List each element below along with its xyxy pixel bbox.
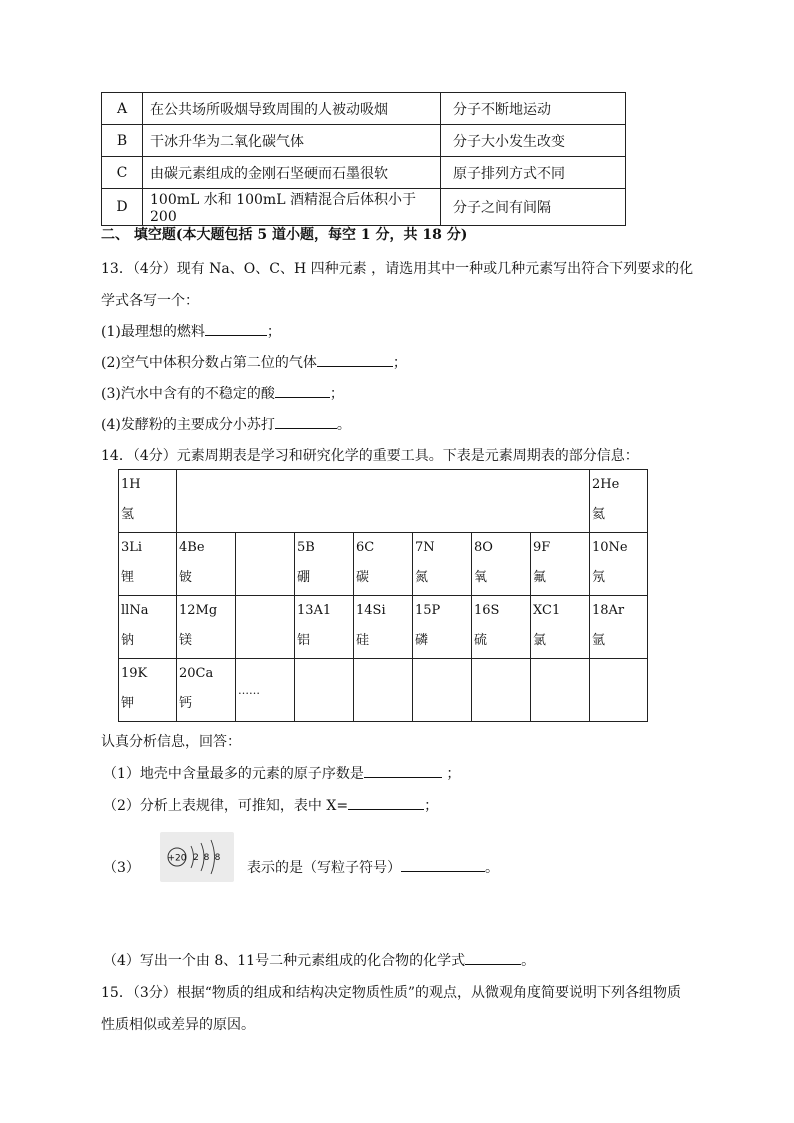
element-cell-li	[118, 532, 177, 596]
q13-item-1-tail: ；	[266, 324, 281, 340]
q14-stem: 14．（4分）元素周期表是学习和研究化学的重要工具。下表是元素周期表的部分信息：	[101, 448, 639, 464]
element-number: 18Ar	[592, 603, 625, 618]
element-name: 磷	[415, 633, 429, 648]
element-number: 16S	[474, 603, 500, 618]
q14-sub1	[103, 763, 460, 783]
empty-cell	[471, 658, 531, 722]
element-name: 氩	[592, 633, 606, 648]
element-name: 氮	[415, 570, 429, 585]
ellipsis: ……	[238, 684, 260, 697]
option-statement: 在公共场所吸烟导致周围的人被动吸烟	[143, 93, 441, 125]
element-number: 19K	[121, 666, 148, 681]
q14-sub4-blank[interactable]	[465, 950, 521, 965]
element-cell-he	[589, 469, 648, 533]
element-cell-f	[530, 532, 590, 596]
element-cell-c	[353, 532, 413, 596]
element-name: 硅	[356, 633, 370, 648]
option-statement: 100mL 水和 100mL 酒精混合后体积小于 200	[143, 189, 441, 226]
element-cell-o	[471, 532, 531, 596]
element-cell-k	[118, 658, 177, 722]
empty-cell	[412, 658, 472, 722]
element-cell-si	[353, 595, 413, 659]
q14-sub1-tail: ；	[441, 766, 461, 782]
empty-cell	[530, 658, 590, 722]
option-reason: 原子排列方式不同	[441, 157, 626, 189]
element-name: 镁	[179, 633, 193, 648]
option-key: D	[102, 189, 143, 226]
element-cell-s	[471, 595, 531, 659]
element-number: 1H	[121, 477, 141, 492]
q13-item-4-text: (4)发酵粉的主要成分小苏打	[101, 417, 275, 433]
element-cell-dots	[235, 658, 295, 722]
row1-top-border	[177, 469, 589, 470]
section-title: 二、 填空题(本大题包括 5 道小题，每空 1 分，共 18 分)	[101, 227, 468, 243]
q13-item-4-tail: 。	[336, 417, 351, 433]
option-key: B	[102, 125, 143, 157]
q15-stem-line1: 15．（3分）根据“物质的组成和结构决定物质性质”的观点，从微观角度简要说明下列各组物质	[101, 985, 682, 1001]
empty-cell	[353, 658, 413, 722]
element-name: 钠	[121, 633, 135, 648]
option-reason: 分子之间有间隔	[441, 189, 626, 226]
q13-item-1	[101, 321, 281, 341]
q13-item-3-tail: ；	[329, 386, 344, 402]
q13-item-3-text: (3)汽水中含有的不稳定的酸	[101, 386, 275, 402]
option-row	[102, 189, 626, 226]
option-statement: 由碳元素组成的金刚石坚硬而石墨很软	[143, 157, 441, 189]
option-reason: 分子大小发生改变	[441, 125, 626, 157]
element-number: 8O	[474, 540, 493, 555]
element-cell-h	[118, 469, 177, 533]
element-cell-n	[412, 532, 472, 596]
element-cell-na	[118, 595, 177, 659]
element-number: 3Li	[121, 540, 143, 555]
option-key: C	[102, 157, 143, 189]
element-number: 15P	[415, 603, 441, 618]
q13-item-3	[101, 383, 344, 403]
element-number: XC1	[533, 603, 561, 618]
element-cell-ar	[589, 595, 648, 659]
q13-item-2	[101, 352, 407, 372]
element-number: 13A1	[297, 603, 332, 618]
q13-item-4-blank[interactable]	[275, 414, 337, 429]
periodic-table	[118, 469, 648, 722]
empty-cell	[294, 658, 354, 722]
shell-electrons-3: 8	[214, 853, 221, 863]
element-number: 5B	[297, 540, 315, 555]
element-cell-p	[412, 595, 472, 659]
q14-sub3-text: 表示的是（写粒子符号）	[247, 860, 401, 876]
empty-cell	[235, 532, 295, 596]
element-name: 硼	[297, 570, 311, 585]
element-cell-mg	[176, 595, 236, 659]
q14-sub1-blank[interactable]	[364, 763, 442, 778]
q14-sub4-text: （4）写出一个由 8、11号二种元素组成的化合物的化学式	[103, 953, 466, 969]
element-name: 氢	[121, 507, 135, 522]
q14-sub2-text: （2）分析上表规律，可推知，表中 X=	[103, 798, 349, 814]
q14-prompt: 认真分析信息，回答：	[101, 734, 241, 750]
element-name: 氟	[533, 570, 547, 585]
empty-cell	[589, 658, 648, 722]
element-name: 钾	[121, 696, 135, 711]
element-number: 12Mg	[179, 603, 218, 618]
shell-electrons-1: 2	[193, 853, 199, 863]
option-statement: 干冰升华为二氧化碳气体	[143, 125, 441, 157]
element-name: 氦	[592, 507, 606, 522]
nucleus-charge: +20	[167, 853, 187, 864]
element-cell-ne	[589, 532, 648, 596]
q15-stem-line2: 性质相似或差异的原因。	[101, 1017, 255, 1033]
element-number: llNa	[121, 603, 149, 618]
atom-diagram-svg	[160, 832, 234, 882]
element-cell-cl	[530, 595, 590, 659]
option-row	[102, 157, 626, 189]
element-number: 10Ne	[592, 540, 628, 555]
element-number: 6C	[356, 540, 375, 555]
q13-item-1-text: (1)最理想的燃料	[101, 324, 205, 340]
element-name: 铍	[179, 570, 193, 585]
element-name: 铝	[297, 633, 311, 648]
element-number: 14Si	[356, 603, 386, 618]
q14-sub3-blank[interactable]	[401, 857, 485, 872]
element-number: 4Be	[179, 540, 205, 555]
element-cell-al	[294, 595, 354, 659]
q13-stem-line2: 学式各写一个：	[101, 293, 199, 309]
element-name: 钙	[179, 696, 193, 711]
option-row	[102, 93, 626, 125]
q14-sub3-label: （3）	[103, 860, 140, 876]
empty-cell	[235, 595, 295, 659]
q13-stem-line1: 13．（4分）现有 Na、O、C、H 四种元素 ，请选用其中一种或几种元素写出符合下列要求的化	[101, 261, 694, 277]
element-name: 锂	[121, 570, 135, 585]
option-row	[102, 125, 626, 157]
q13-item-1-blank[interactable]	[205, 321, 267, 336]
element-cell-b	[294, 532, 354, 596]
option-reason: 分子不断地运动	[441, 93, 626, 125]
element-name: 氯	[533, 633, 547, 648]
q14-sub3-tail: 。	[485, 860, 499, 876]
q13-item-4	[101, 414, 351, 434]
q13-item-2-text: (2)空气中体积分数占第二位的气体	[101, 355, 317, 371]
element-number: 20Ca	[179, 666, 214, 681]
shell-electrons-2: 8	[203, 853, 210, 863]
q14-sub1-text: （1）地壳中含量最多的元素的原子序数是	[103, 766, 364, 782]
element-name: 硫	[474, 633, 488, 648]
q13-item-3-blank[interactable]	[275, 383, 330, 398]
element-name: 碳	[356, 570, 370, 585]
q14-sub4	[103, 950, 535, 970]
option-table	[101, 92, 626, 226]
q14-sub2-blank[interactable]	[348, 795, 424, 810]
option-key: A	[102, 93, 143, 125]
q14-sub4-tail: 。	[521, 953, 536, 969]
q13-item-2-tail: ；	[392, 355, 407, 371]
element-cell-be	[176, 532, 236, 596]
element-number: 9F	[533, 540, 551, 555]
q13-item-2-blank[interactable]	[317, 352, 393, 367]
q14-sub3	[247, 857, 499, 877]
q14-sub2	[103, 795, 438, 815]
element-name: 氧	[474, 570, 488, 585]
element-cell-ca	[176, 658, 236, 722]
element-number: 7N	[415, 540, 435, 555]
element-name: 氖	[592, 570, 606, 585]
q14-sub2-tail: ；	[424, 798, 439, 814]
atom-structure-diagram	[160, 832, 234, 882]
element-number: 2He	[592, 477, 620, 492]
